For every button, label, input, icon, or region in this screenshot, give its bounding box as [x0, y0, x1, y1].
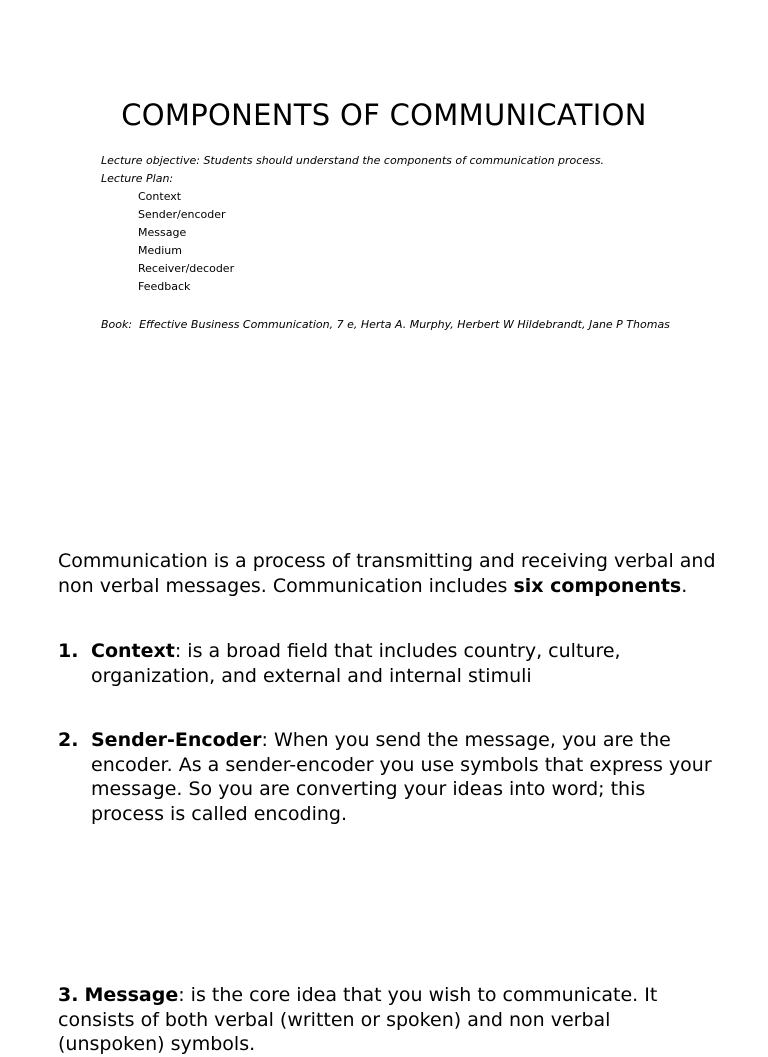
- plan-item-message: Message: [138, 226, 187, 239]
- component-term: Context: [91, 640, 175, 662]
- component-number: 1.: [58, 640, 79, 662]
- plan-item-feedback: Feedback: [138, 280, 191, 293]
- component-term: Message: [84, 984, 179, 1006]
- intro-bold-text: six components: [513, 574, 682, 597]
- intro-text: Communication is a process of transmitting and receiving verbal and non verbal messages. Communication includes: [58, 550, 716, 597]
- component-number: 2.: [58, 729, 79, 751]
- plan-item-receiver-decoder: Receiver/decoder: [138, 262, 235, 275]
- component-term: Sender-Encoder: [91, 729, 262, 751]
- lecture-objective: Lecture objective: Students should understand the components of communication process.: [101, 154, 605, 167]
- book-reference: Book: Effective Business Communication, 7 e, Herta A. Murphy, Herbert W Hildebrandt, Jane P Thomas: [101, 318, 670, 331]
- plan-item-sender-encoder: Sender/encoder: [138, 208, 226, 221]
- lecture-plan-list: [138, 188, 234, 296]
- component-definition: : When you send the message, you are the encoder. As a sender-encoder you use symbols that express your message. So you are converting your ideas into word; this process is called encoding.: [91, 729, 712, 825]
- plan-item-medium: Medium: [138, 244, 182, 257]
- component-item-context: [58, 639, 718, 688]
- intro-end: .: [681, 574, 688, 597]
- component-definition: : is a broad field that includes country, culture, organization, and external and internal stimuli: [91, 640, 621, 687]
- lecture-plan-label: Lecture Plan:: [101, 172, 174, 185]
- component-number: 3.: [58, 984, 79, 1006]
- component-body: [91, 728, 718, 826]
- plan-item-context: Context: [138, 190, 182, 203]
- component-definition: : is the core idea that you wish to communicate. It consists of both verbal (written or spoken) and non verbal (unspoken) symbols.: [58, 984, 658, 1055]
- page-title: COMPONENTS OF COMMUNICATION: [121, 98, 647, 132]
- component-item-message: [58, 983, 718, 1057]
- intro-paragraph: [58, 549, 738, 598]
- component-body: [91, 639, 718, 688]
- component-item-sender-encoder: [58, 728, 718, 826]
